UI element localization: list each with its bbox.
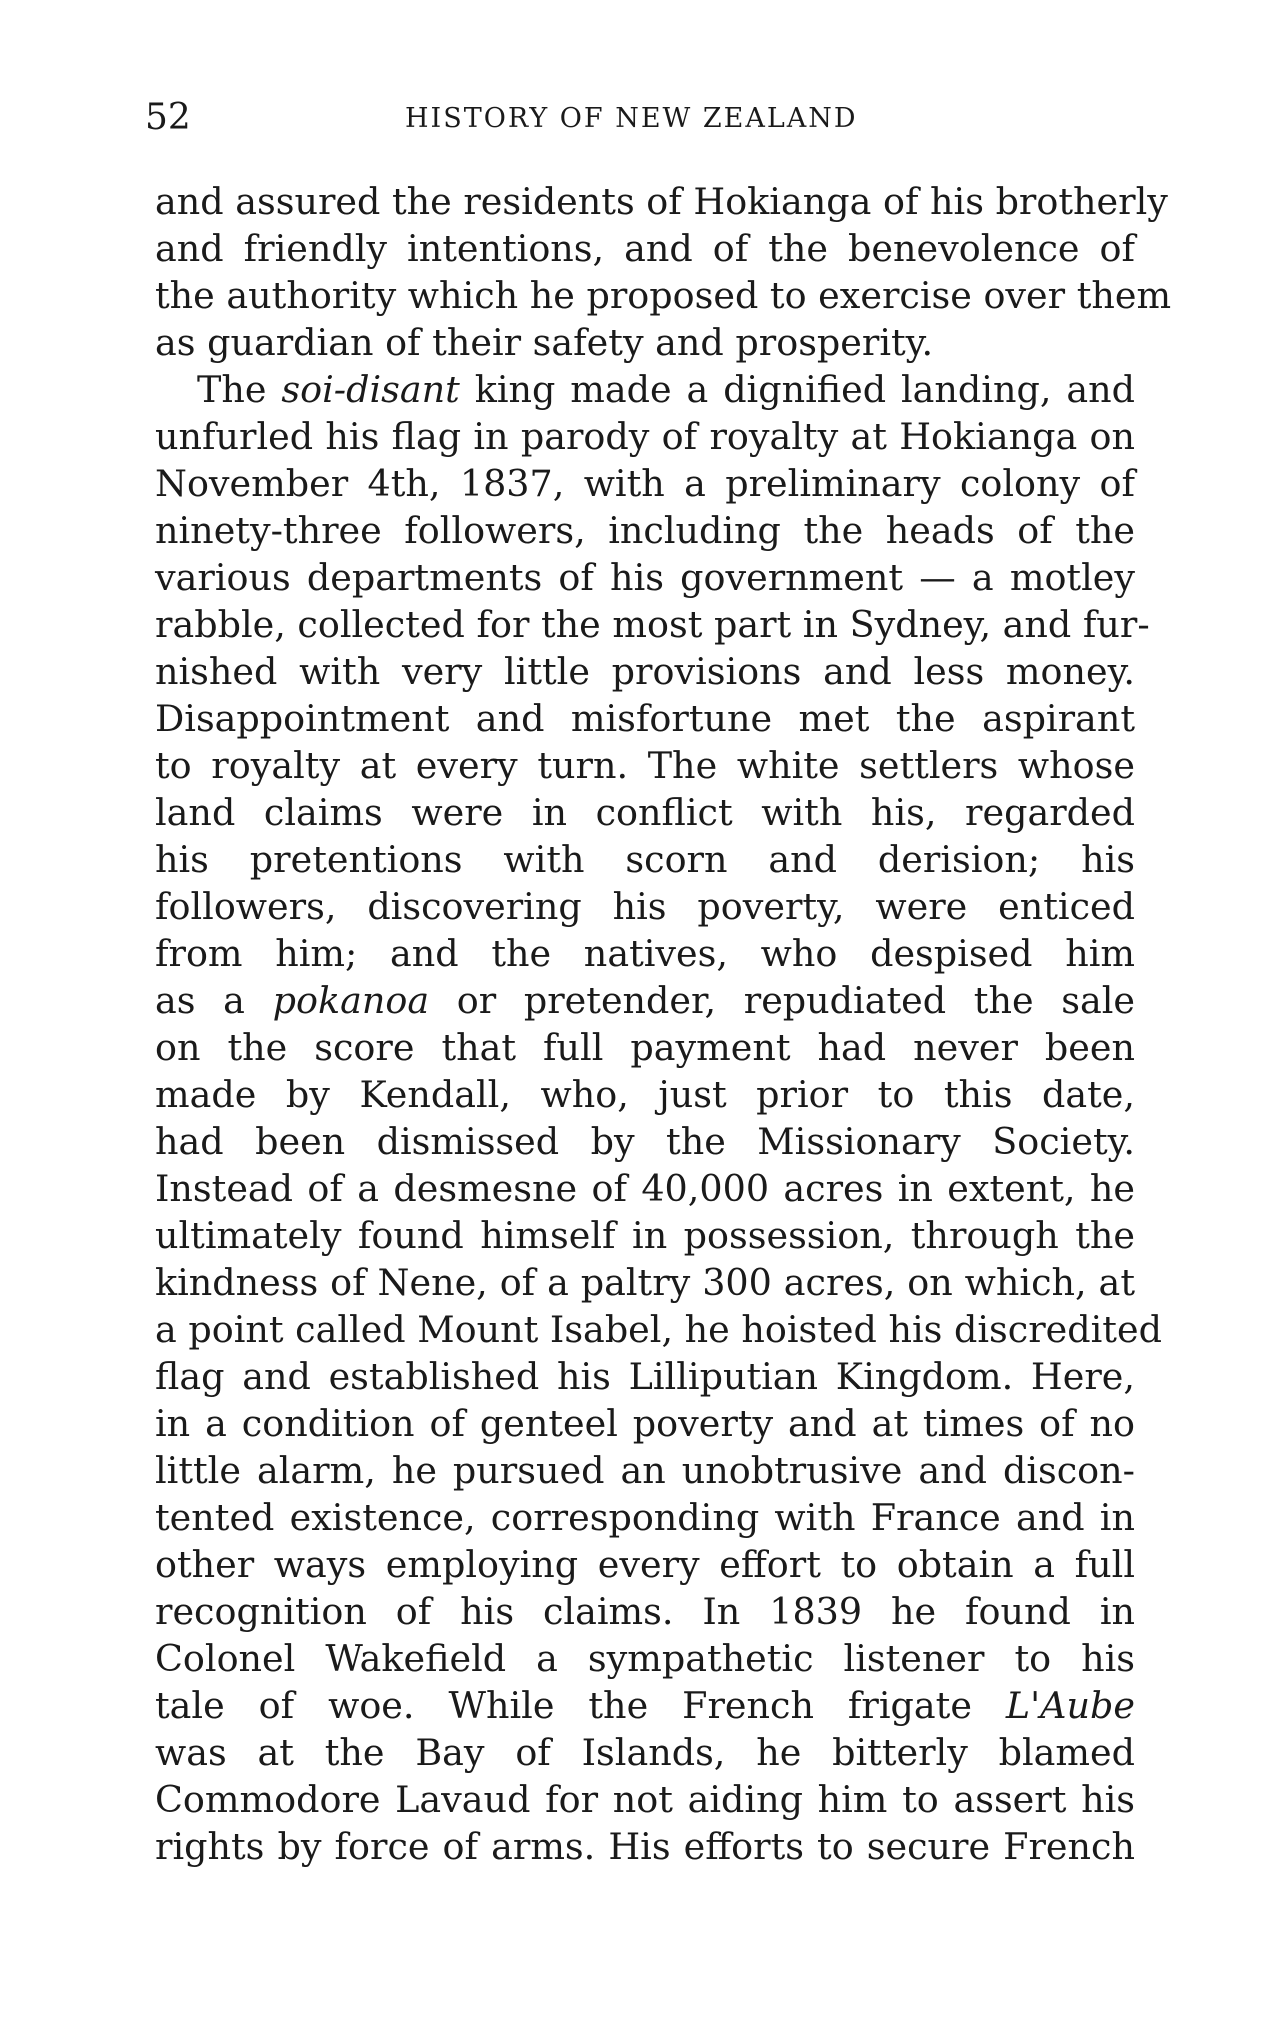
text-line: as guardian of their safety and prosperity. — [155, 321, 934, 364]
text-line: little alarm, he pursued an unobtrusive and discon- — [155, 1449, 1135, 1492]
text-line: November 4th, 1837, with a preliminary colony of — [155, 462, 1135, 505]
text-line: The soi-disant king made a dignified landing, and — [197, 368, 1135, 411]
text-line: Disappointment and misfortune met the aspirant — [155, 697, 1135, 740]
text-line: was at the Bay of Islands, he bitterly blamed — [155, 1731, 1135, 1774]
running-head: HISTORY OF NEW ZEALAND — [405, 103, 858, 134]
text-line: from him; and the natives, who despised him — [155, 932, 1135, 975]
text-line: to royalty at every turn. The white settlers whose — [155, 744, 1135, 787]
text-line: in a condition of genteel poverty and at times of no — [155, 1402, 1135, 1445]
text-line: tented existence, corresponding with France and in — [155, 1496, 1135, 1539]
body-text — [155, 178, 1172, 1870]
text-line: kindness of Nene, of a paltry 300 acres, on which, at — [155, 1261, 1135, 1304]
text-line: on the score that full payment had never been — [155, 1026, 1135, 1069]
text-line: Instead of a desmesne of 40,000 acres in extent, he — [155, 1167, 1135, 1210]
text-line: flag and established his Lilliputian Kingdom. Here, — [155, 1355, 1135, 1398]
text-line: as a pokanoa or pretender, repudiated the sale — [155, 979, 1135, 1022]
text-line: followers, discovering his poverty, were enticed — [155, 885, 1135, 928]
text-line: made by Kendall, who, just prior to this date, — [155, 1073, 1135, 1116]
text-line: land claims were in conflict with his, regarded — [155, 791, 1135, 834]
text-line: ninety-three followers, including the heads of the — [155, 509, 1135, 552]
text-line: his pretentions with scorn and derision; his — [155, 838, 1135, 881]
text-line: a point called Mount Isabel, he hoisted his discredited — [155, 1308, 1162, 1351]
text-line: other ways employing every effort to obtain a full — [155, 1543, 1135, 1586]
text-line: Colonel Wakefield a sympathetic listener to his — [155, 1637, 1135, 1680]
text-line: unfurled his flag in parody of royalty at Hokianga on — [155, 415, 1135, 458]
page-number: 52 — [145, 97, 191, 138]
text-line: and friendly intentions, and of the benevolence of — [155, 227, 1135, 270]
text-line: tale of woe. While the French frigate L'Aube — [155, 1684, 1135, 1727]
text-line: nished with very little provisions and less money. — [155, 650, 1135, 693]
text-line: the authority which he proposed to exercise over them — [155, 274, 1172, 317]
text-line: and assured the residents of Hokianga of his brotherly — [155, 180, 1168, 223]
text-line: had been dismissed by the Missionary Society. — [155, 1120, 1135, 1163]
text-line: ultimately found himself in possession, through the — [155, 1214, 1135, 1257]
page-header — [145, 98, 1135, 138]
text-line: various departments of his government — a motley — [155, 556, 1135, 599]
text-line: Commodore Lavaud for not aiding him to assert his — [155, 1778, 1135, 1821]
text-line: recognition of his claims. In 1839 he found in — [155, 1590, 1135, 1633]
text-line: rabble, collected for the most part in Sydney, and fur- — [155, 603, 1150, 646]
text-line: rights by force of arms. His efforts to secure French — [155, 1825, 1135, 1868]
